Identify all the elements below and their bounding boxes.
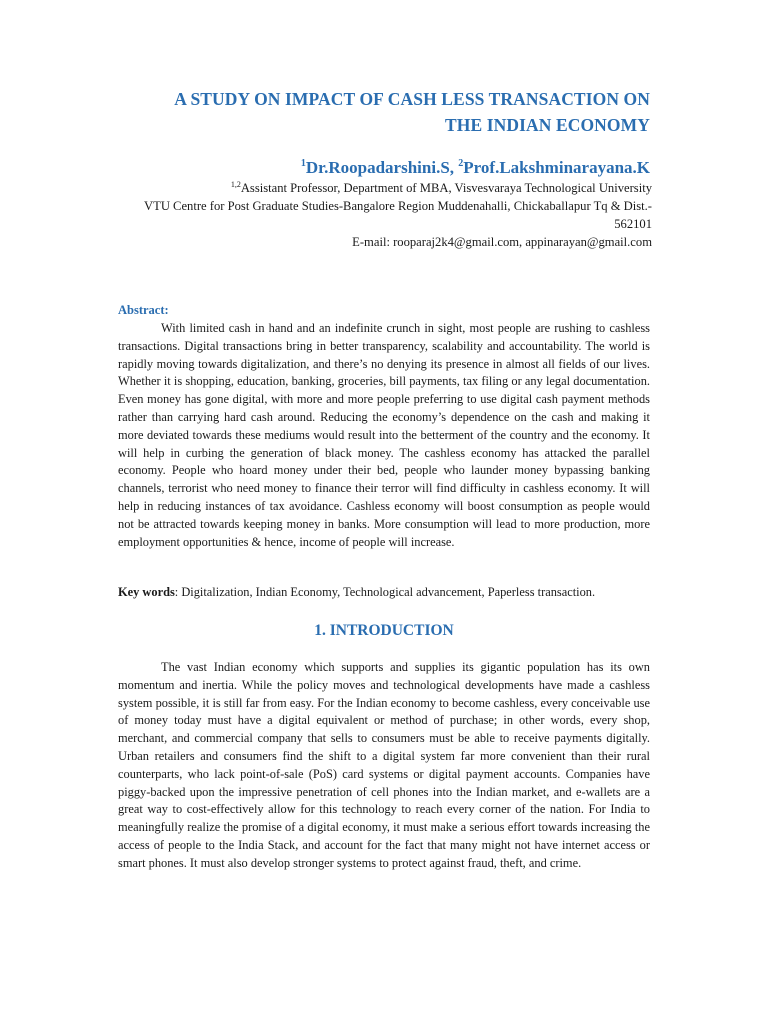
paper-title: [100, 86, 650, 138]
title-line-2: THE INDIAN ECONOMY: [444, 115, 650, 135]
affiliation-line-1: [100, 176, 652, 197]
abstract-heading: Abstract:: [118, 303, 169, 317]
keywords-label: Key words: [118, 585, 175, 599]
affiliation-text-1: Assistant Professor, Department of MBA, Visvesvaraya Technological University: [240, 181, 652, 195]
title-line-1: A STUDY ON IMPACT OF CASH LESS TRANSACTION ON: [174, 89, 650, 109]
author1-superscript: 1: [300, 158, 306, 169]
keywords-text: : Digitalization, Indian Economy, Technological advancement, Paperless transaction.: [174, 585, 596, 599]
affiliation-block: [100, 176, 652, 251]
abstract-paragraph: With limited cash in hand and an indefinite crunch in sight, most people are rushing to cashless transactions. Digital transactions bring in better transparency, scalability and accountability. The world is rapidly moving towards digitalization, and there’s no denying its presence in almost all fields of our lives. Whether it is shopping, education, banking, groceries, bill payments, tax filing or any legal documentation. Even money has gone digital, with more and more people preferring to use digital cash payment methods rather than carrying hard cash around. Reducing the economy’s dependence on the cash and making it more deviated towards these mediums would result into the betterment of the country and the economy. It will help in curbing the generation of black money. The cashless economy has attacked the parallel economy. People who hoard money under their bed, people who launder money bypassing banking channels, terrorist who need money to finance their terror will find difficulty in cashless economy. It will help in reducing instances of tax avoidance. Cashless economy will boost consumption as people would not be attracted towards keeping money in banks. More consumption will lead to more production, more employment opportunities & hence, income of people will increase.: [118, 321, 650, 549]
introduction-heading: 1. INTRODUCTION: [314, 622, 454, 639]
affiliation-line-2: VTU Centre for Post Graduate Studies-Bangalore Region Muddenahalli, Chickaballapur Tq & Dist.-: [144, 199, 652, 213]
abstract-section: [118, 320, 650, 551]
author-2: Prof.Lakshminarayana.K: [463, 158, 650, 177]
author2-superscript: 2: [458, 158, 464, 169]
introduction-paragraph: The vast Indian economy which supports and supplies its gigantic population has its own momentum and inertia. While the policy moves and technological developments have made a cashless system possible, it is still far from easy. For the Indian economy to become cashless, every conceivable use of money today must have a digital equivalent or method of purchase; in other words, every shop, merchant, and commercial company that sells to consumers must be able to receive payments digitally. Urban retailers and consumers find the shift to a digital system far more convenient than their rural counterparts, who lack point-of-sale (PoS) card systems or digital payment accounts. Companies have piggy-backed upon the impressive penetration of cell phones into the Indian market, and e-wallets are a great way to cost-effectively allow for this technology to reach every corner of the nation. For India to meaningfully realize the promise of a digital economy, it must make a serious effort towards increasing the access of people to the India Stack, and account for the fact that many might not have internet access or smart phones. It must also develop stronger systems to protect against fraud, theft, and crime.: [118, 660, 650, 870]
email-line: E-mail: rooparaj2k4@gmail.com, appinarayan@gmail.com: [352, 235, 652, 249]
keywords-line: [118, 584, 658, 601]
author-1: Dr.Roopadarshini.S,: [305, 158, 459, 177]
affiliation-superscript: 1,2: [230, 180, 241, 189]
introduction-section: [118, 659, 650, 873]
affiliation-line-3: 562101: [614, 217, 652, 231]
